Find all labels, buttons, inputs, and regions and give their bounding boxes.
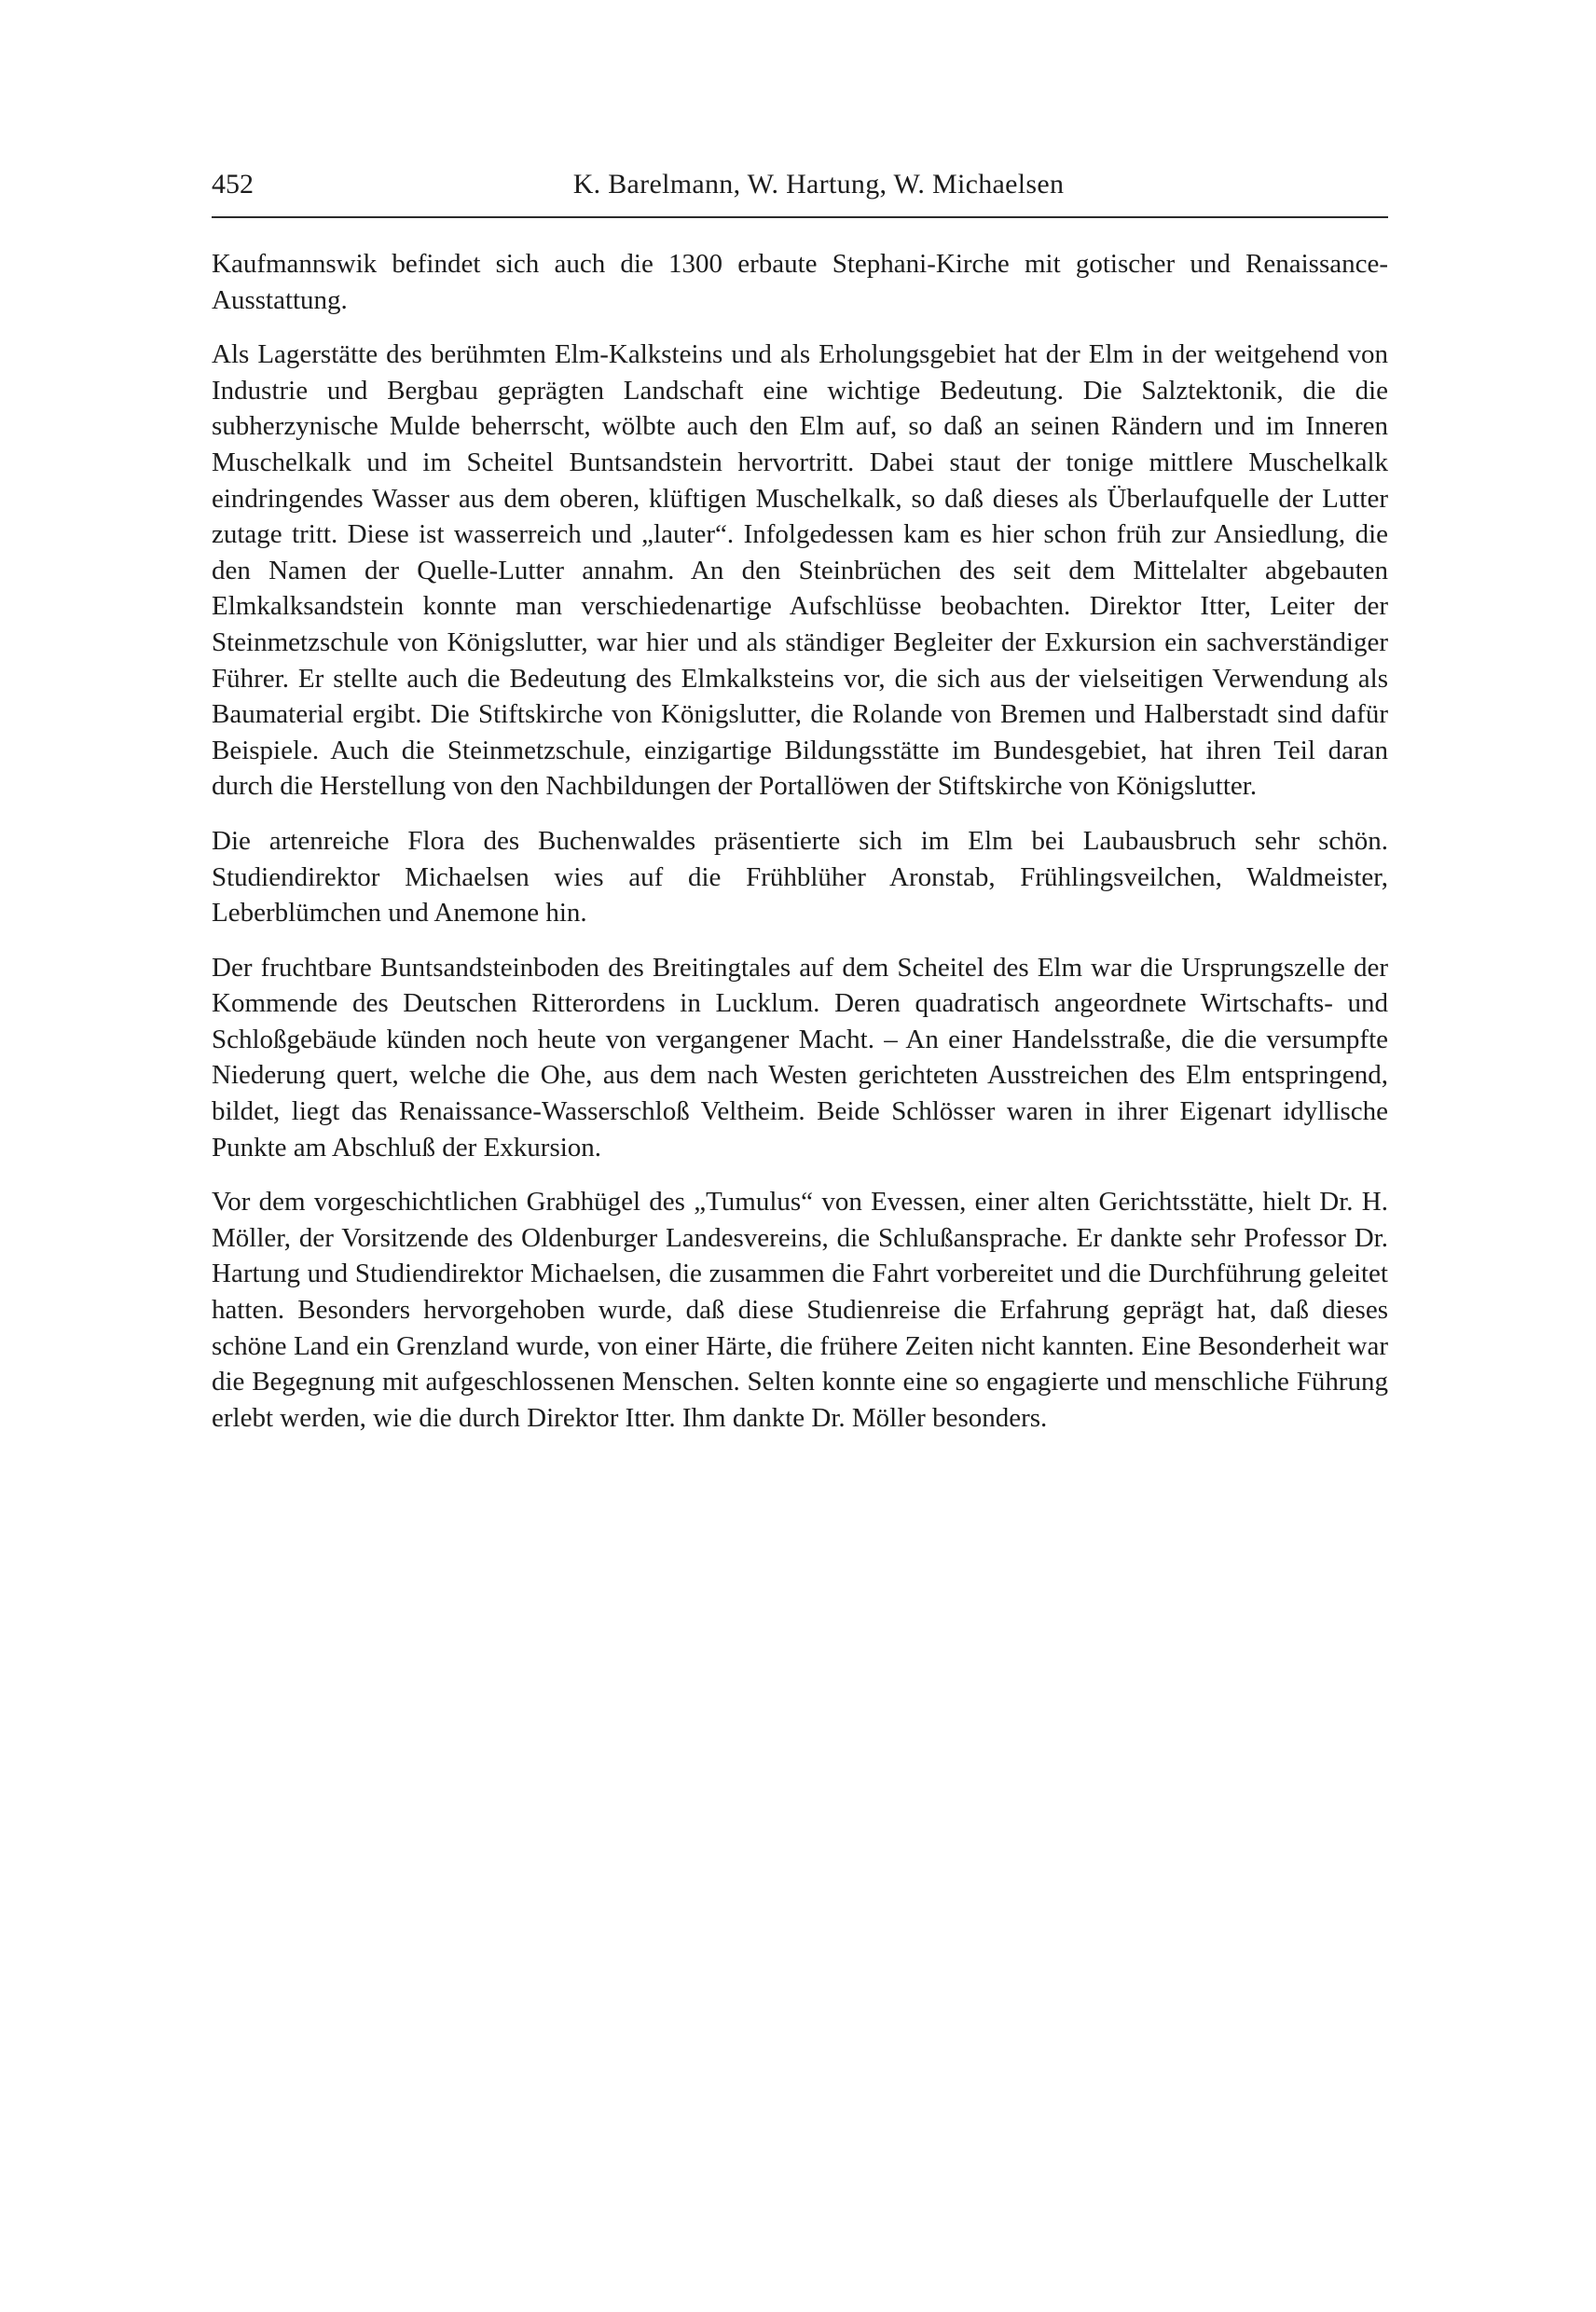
document-page — [212, 158, 1388, 1454]
page-number: 452 — [212, 169, 254, 200]
paragraph-2: Als Lagerstätte des berühmten Elm-Kalksteins und als Erholungsgebiet hat der Elm in der weitgehend von Industrie und Bergbau geprägten Landschaft eine wichtige Bedeutung. Die Salztektonik, die die subherzynische Mulde beherrscht, wölbte auch den Elm auf, so daß an seinen Rändern und im Inneren Muschelkalk und im Scheitel Buntsandstein hervortritt. Dabei staut der tonige mittlere Muschelkalk eindringendes Wasser aus dem oberen, klüftigen Muschelkalk, so daß dieses als Überlaufquelle der Lutter zutage tritt. Diese ist wasserreich und „lauter“. Infolgedessen kam es hier schon früh zur Ansiedlung, die den Namen der Quelle-Lutter annahm. An den Steinbrüchen des seit dem Mittelalter abgebauten Elmkalksandstein konnte man verschiedenartige Aufschlüsse beobachten. Direktor Itter, Leiter der Steinmetzschule von Königslutter, war hier und als ständiger Begleiter der Exkursion ein sachverständiger Führer. Er stellte auch die Bedeutung des Elmkalksteins vor, die sich aus der vielseitigen Verwendung als Baumaterial ergibt. Die Stiftskirche von Königslutter, die Rolande von Bremen und Halberstadt sind dafür Beispiele. Auch die Steinmetzschule, einzigartige Bildungsstätte im Bundesgebiet, hat ihren Teil daran durch die Herstellung von den Nachbildungen der Portallöwen der Stiftskirche von Königslutter. — [212, 339, 1388, 802]
body-text — [212, 246, 1388, 1436]
paragraph-5: Vor dem vorgeschichtlichen Grabhügel des „Tumulus“ von Evessen, einer alten Gerichtsstätte, hielt Dr. H. Möller, der Vorsitzende des Oldenburger Landesvereins, die Schlußansprache. Er dankte sehr Professor Dr. Hartung und Studiendirektor Michaelsen, die zusammen die Fahrt vorbereitet und die Durchführung geleitet hatten. Besonders hervorgehoben wurde, daß diese Studienreise die Erfahrung geprägt hat, daß dieses schöne Land ein Grenzland wurde, von einer Härte, die frühere Zeiten nicht kannten. Eine Besonderheit war die Begegnung mit aufgeschlossenen Menschen. Selten konnte eine so engagierte und menschliche Führung erlebt werden, wie die durch Direktor Itter. Ihm dankte Dr. Möller besonders. — [212, 1187, 1388, 1433]
paragraph-4: Der fruchtbare Buntsandsteinboden des Breitingtales auf dem Scheitel des Elm war die Ursprungszelle der Kommende des Deutschen Ritterordens in Lucklum. Deren quadratisch angeordnete Wirtschafts- und Schloßgebäude künden noch heute von vergangener Macht. – An einer Handelsstraße, die die versumpfte Niederung quert, welche die Ohe, aus dem nach Westen gerichteten Ausstreichen des Elm entspringend, bildet, liegt das Renaissance-Wasserschloß Veltheim. Beide Schlösser waren in ihrer Eigenart idyllische Punkte am Abschluß der Exkursion. — [212, 952, 1388, 1163]
paragraph-1: Kaufmannswik befindet sich auch die 1300 erbaute Stephani-Kirche mit gotischer und Renaissance-Ausstattung. — [212, 249, 1388, 315]
header-rule — [212, 216, 1388, 218]
running-head-authors: K. Barelmann, W. Hartung, W. Michaelsen — [572, 169, 1065, 200]
paragraph-3: Die artenreiche Flora des Buchenwaldes präsentierte sich im Elm bei Laubausbruch sehr schön. Studiendirektor Michaelsen wies auf die Frühblüher Aronstab, Frühlingsveilchen, Waldmeister, Leberblümchen und Anemone hin. — [212, 825, 1388, 929]
running-head — [212, 158, 1388, 211]
